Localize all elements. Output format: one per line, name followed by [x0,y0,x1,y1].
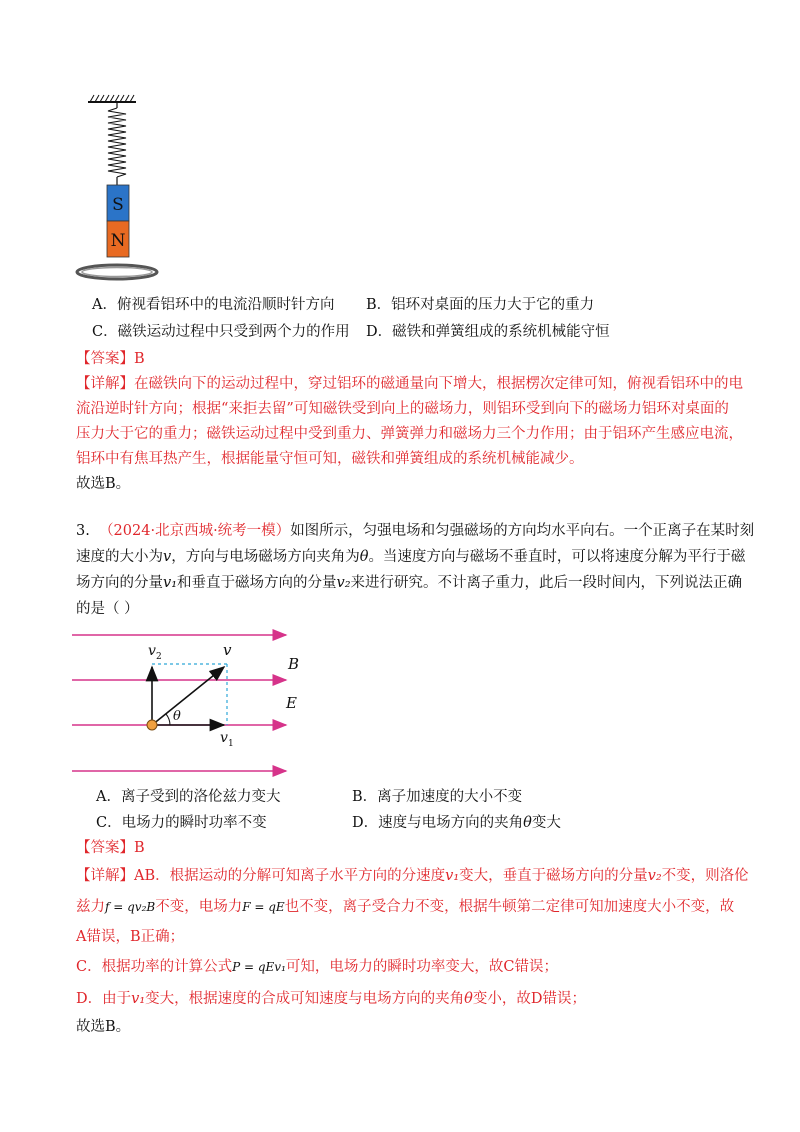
q2-explain-line-3: 压力大于它的重力；磁铁运动过程中受到重力、弹簧弹力和磁场力三个力作用；由于铝环产生感应电流， [76,426,743,442]
q3-source: （2024·北京西城·统考一模） [99,523,291,539]
field-diagram [70,625,310,785]
spring-magnet-figure [70,92,170,292]
q3-explain-line-1: 【详解】AB．根据运动的分解可知离子水平方向的分速度v₁变大，垂直于磁场方向的分量v₂不变，则洛伦 [76,868,749,884]
q3-stem-line-4: 的是（ ） [76,601,139,617]
q3-option-c: C．电场力的瞬时功率不变 [96,815,267,831]
q3-stem-line-1: 3. （2024·北京西城·统考一模）如图所示，匀强电场和匀强磁场的方向均水平向右。一个正离子在某时刻 [76,523,755,539]
q3-stem-line-3: 场方向的分量v₁和垂直于磁场方向的分量v₂来进行研究。不计离子重力，此后一段时间内，下列说法正确 [76,575,743,591]
q2-explain-line-1: 【详解】在磁铁向下的运动过程中，穿过铝环的磁通量向下增大，根据楞次定律可知，俯视看铝环中的电 [76,376,743,392]
label-e: E [286,694,297,712]
magnet-n-label: N [110,231,126,251]
q2-explain-label: 【详解】 [76,376,134,392]
label-v1-sub: 1 [228,739,234,749]
q2-option-a: A．俯视看铝环中的电流沿顺时针方向 [92,297,335,313]
v-vector [152,667,224,725]
q3-explain-label: 【详解】 [76,868,134,884]
label-v: v [223,641,232,659]
q3-explain-line-3: A错误，B正确； [76,929,185,945]
q2-option-b: B．铝环对桌面的压力大于它的重力 [366,297,595,313]
q2-conclusion: 故选B。 [76,476,131,492]
q2-option-c: C．磁铁运动过程中只受到两个力的作用 [92,324,350,340]
q3-explain-line-2: 兹力f = qv₂B不变，电场力F = qE也不变，离子受合力不变，根据牛顿第二定律可知加速度大小不变，故 [76,899,735,915]
q2-option-d: D．磁铁和弹簧组成的系统机械能守恒 [366,324,610,340]
q3-conclusion: 故选B。 [76,1019,131,1035]
label-b: B [288,655,300,673]
q3-explain-line-5: D．由于v₁变大，根据速度的合成可知速度与电场方向的夹角θ变小，故D错误； [76,991,587,1007]
magnet-s-label: S [112,195,124,215]
label-v2: v [148,643,156,659]
q3-stem-line-2: 速度的大小为v，方向与电场磁场方向夹角为θ。当速度方向与磁场不垂直时，可以将速度分解为平行于磁 [76,549,746,565]
q2-answer: 【答案】B [76,351,145,367]
q3-number: 3. [76,523,90,539]
label-v2-sub: 2 [156,652,162,662]
q3-option-d: D．速度与电场方向的夹角θ变大 [352,815,561,831]
label-v1: v [220,730,228,746]
label-theta: θ [173,709,181,724]
q2-explain-line-4: 铝环中有焦耳热产生，根据能量守恒可知，磁铁和弹簧组成的系统机械能减少。 [76,451,584,467]
ion-particle [147,720,157,730]
q3-option-a: A．离子受到的洛伦兹力变大 [96,789,281,805]
q3-answer: 【答案】B [76,840,145,856]
q2-explain-line-2: 流沿逆时针方向；根据“来拒去留”可知磁铁受到向上的磁场力，则铝环受到向下的磁场力铝环对桌面的 [76,401,729,417]
q3-explain-line-4: C．根据功率的计算公式P = qEv₁可知，电场力的瞬时功率变大，故C错误； [76,959,558,975]
q3-option-b: B．离子加速度的大小不变 [352,789,523,805]
